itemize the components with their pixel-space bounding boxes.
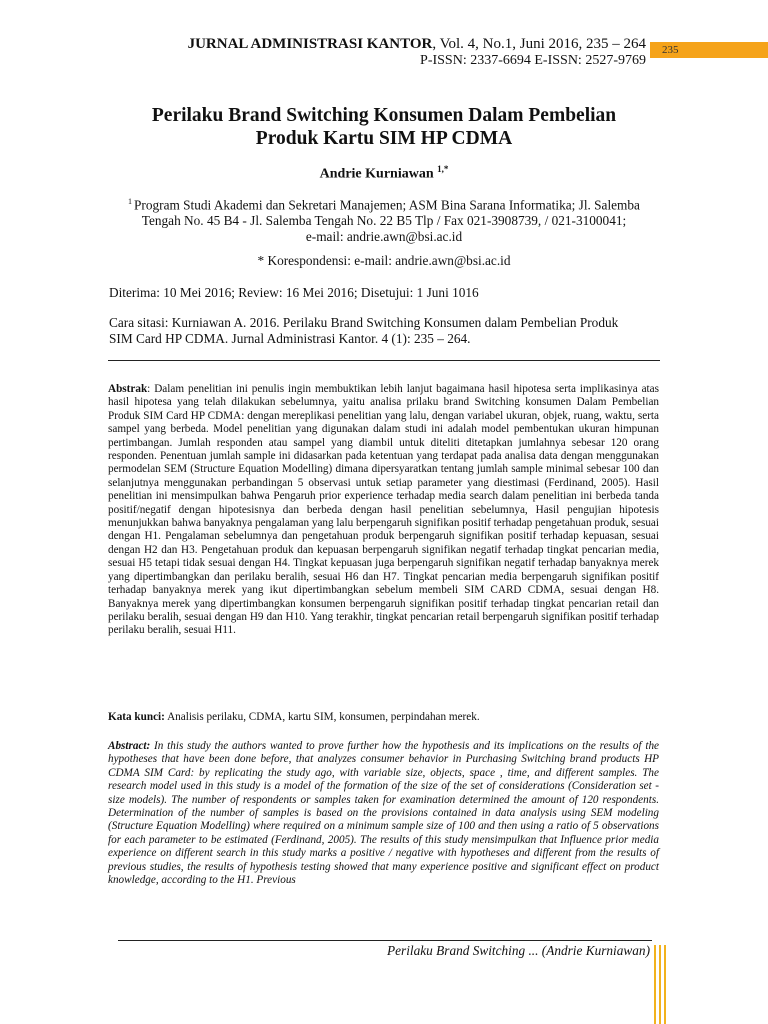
affiliation-line2: Tengah No. 45 B4 - Jl. Salemba Tengah No. 22 B5 Tlp / Fax 021-3908739, / 021-3100041; (141, 213, 627, 229)
article-title-line2: Produk Kartu SIM HP CDMA (255, 128, 513, 149)
citation-line1: Cara sitasi: Kurniawan A. 2016. Perilaku Brand Switching Konsumen dalam Pembelian Produk (109, 315, 619, 330)
decorative-stripe-2 (659, 945, 661, 1024)
affiliation-email: e-mail: andrie.awn@bsi.ac.id (305, 229, 463, 245)
decorative-stripe-3 (664, 945, 666, 1024)
author-superscript: 1,* (437, 164, 449, 174)
author-affiliation (110, 194, 658, 245)
author-name-text: Andrie Kurniawan (319, 166, 438, 182)
article-title (100, 104, 668, 150)
received-dates: Diterima: 10 Mei 2016; Review: 16 Mei 2016; Disetujui: 1 Juni 1016 (109, 285, 479, 300)
abstract-indonesian (108, 383, 659, 638)
keywords-label: Kata kunci: (108, 711, 165, 723)
journal-header (188, 36, 646, 53)
abstract-id-text: : Dalam penelitian ini penulis ingin membuktikan lebih lanjut bagaimana hasil hipotesa serta implikasinya atas hasil hipotesa yang telah dilakukan sebelumnya, yaitu analisa prilaku brand Switching konsumen Dalam Pembelian Produk SIM Card HP CDMA: dengan mereplikasi penelitian yang lalu, dengan variabel ukuran, objek, ruang, waktu, serta sampel yang berbeda. Model penelitian yang digunakan dalam studi ini adalah model pembentukan ukuran himpunan pertimbangan. Jumlah responden atau sampel yang diambil untuk diteliti ditetapkan jumlahnya sebesar 120 orang responden. Penentuan jumlah sample ini didasarkan pada ketentuan yang terdapat pada analisa data dengan menggunakan permodelan SEM (Structure Equation Modelling) dimana dipersyaratkan tentang jumlah sample minimal sebesar 100 dan selanjutnya menggunakan perbandingan 5 observasi untuk setiap parameter yang diestimasi (Ferdinand, 2005). Hasil penelitian ini mensimpulkan bahwa Pengaruh prior experience terhadap media search dalam penelitian ini berbeda tanda positif/negatif dengan hipotesisnya dan berbeda dengan hasil penelitian sebelumnya, Hasil pengujian hipotesis menunjukkan bahwa banyaknya pengalaman yang lalu berpengaruh signifikan positif terhadap pengetahuan produk, sesuai dengan H1. Pengalaman sebelumnya dan pengetahuan produk berpengaruh signifikan positif terhadap kepuasan, sesuai dengan H2 dan H3. Pengetahuan produk dan kepuasan berpengaruh signifikan negatif terhadap tingkat pencarian media, sesuai H5 tetapi tidak sesuai dengan H4. Tingkat kepuasan juga berpengaruh signifikan negatif terhadap banyaknya merek yang dipertimbangkan dan perilaku beralih, sesuai H6 dan H7. Tingkat pencarian media berpengaruh signifikan positif terhadap banyaknya merek yang ikut dipertimbangkan sebelum membeli SIM CARD CDMA, sesuai dengan H8. Banyaknya merek yang dipertimbangkan konsumen berpengaruh signifikan positif terhadap tingkat pencarian retail dan perilaku beralih, sesuai dengan H9 dan H10. Yang terakhir, tingkat pencarian retail berpengaruh signifikan positif terhadap perilaku beralih, sesuai H11. (108, 383, 659, 637)
journal-volume-info: , Vol. 4, No.1, Juni 2016, 235 – 264 (432, 36, 646, 52)
page-number-badge: 235 (650, 42, 768, 58)
abstract-en-text: In this study the authors wanted to prove further how the hypothesis and its implications on the results of the hypotheses that have been done before, that analyzes consumer behavior in Purchasing Switching brand products HP CDMA SIM Card: by replicating the study ago, with variable size, objects, space , time, and different samples. The research model used in this study is a model of the formation of the size of the set of considerations (Consideration set -size models). The number of respondents or samples taken for examination determined the amount of 120 respondents. Determination of the number of samples is based on the provisions contained in data analysis using SEM modeling (Structure Equation Modelling) where required on a minimum sample size of 100 and then using a ratio of 5 observations for each parameter to be estimated (Ferdinand, 2005). The results of this study mensimpulkan that Influence prior media experience on different search in this study marks a positive / negative with hypotheses and different from the results of previous studies, the results of hypothesis testing showed that many experience positive and significant effect on product knowledge, according to the H1. Previous (108, 740, 659, 887)
abstract-id-label: Abstrak (108, 383, 148, 395)
decorative-stripe-1 (654, 945, 656, 1024)
journal-name: JURNAL ADMINISTRASI KANTOR (187, 36, 433, 52)
journal-issn: P-ISSN: 2337-6694 E-ISSN: 2527-9769 (420, 53, 646, 68)
citation-info (109, 315, 669, 347)
abstract-en-label: Abstract: (108, 740, 151, 752)
citation-line2: SIM Card HP CDMA. Jurnal Administrasi Kantor. 4 (1): 235 – 264. (109, 331, 471, 346)
divider-bottom (118, 940, 652, 941)
divider-top (108, 360, 660, 361)
affiliation-superscript: 1 (128, 197, 135, 206)
article-title-line1: Perilaku Brand Switching Konsumen Dalam Pembelian (151, 105, 617, 126)
affiliation-line1: Program Studi Akademi dan Sekretari Manajemen; ASM Bina Sarana Informatika; Jl. Salemba (134, 197, 640, 213)
keywords (108, 711, 659, 723)
author-name (100, 164, 668, 183)
correspondence-email: * Korespondensi: e-mail: andrie.awn@bsi.ac.id (257, 253, 511, 268)
abstract-english (108, 740, 659, 887)
keywords-text: Analisis perilaku, CDMA, kartu SIM, konsumen, perpindahan merek. (164, 711, 480, 723)
running-footer: Perilaku Brand Switching ... (Andrie Kurniawan) (387, 943, 650, 958)
